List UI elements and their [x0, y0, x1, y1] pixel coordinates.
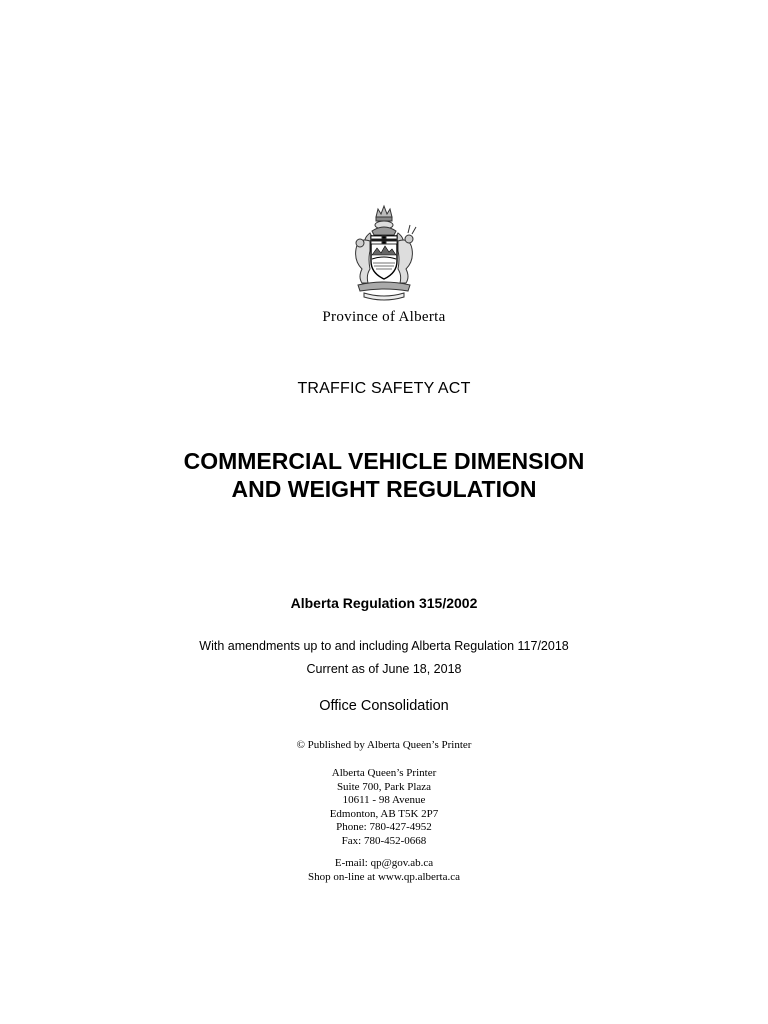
- shop-online: Shop on-line at www.qp.alberta.ca: [307, 871, 461, 883]
- act-name: TRAFFIC SAFETY ACT: [297, 380, 471, 397]
- province-name: Province of Alberta: [322, 309, 446, 325]
- phone-number: Phone: 780-427-4952: [336, 821, 432, 834]
- address-city: Edmonton, AB T5K 2P7: [329, 807, 439, 820]
- address-suite: Suite 700, Park Plaza: [336, 780, 432, 793]
- email-address: E-mail: qp@gov.ab.ca: [334, 857, 434, 869]
- publisher-contact: [0, 856, 768, 884]
- current-as-of: Current as of June 18, 2018: [306, 662, 462, 676]
- regulation-title: [0, 447, 768, 503]
- amendments-text: With amendments up to and including Alberta Regulation 117/2018: [199, 639, 569, 653]
- amendment-info: [0, 635, 768, 681]
- address-street: 10611 - 98 Avenue: [342, 794, 426, 807]
- fax-number: Fax: 780-452-0668: [341, 834, 427, 847]
- regulation-number: Alberta Regulation 315/2002: [290, 595, 478, 611]
- regulation-title-line-2: AND WEIGHT REGULATION: [231, 476, 537, 502]
- publisher-address: [0, 767, 768, 849]
- office-consolidation: Office Consolidation: [319, 698, 449, 714]
- alberta-coat-of-arms-icon: [334, 203, 434, 303]
- publisher-name: Alberta Queen’s Printer: [331, 767, 437, 779]
- regulation-title-line-1: COMMERCIAL VEHICLE DIMENSION: [183, 448, 585, 474]
- published-by: © Published by Alberta Queen’s Printer: [296, 739, 472, 751]
